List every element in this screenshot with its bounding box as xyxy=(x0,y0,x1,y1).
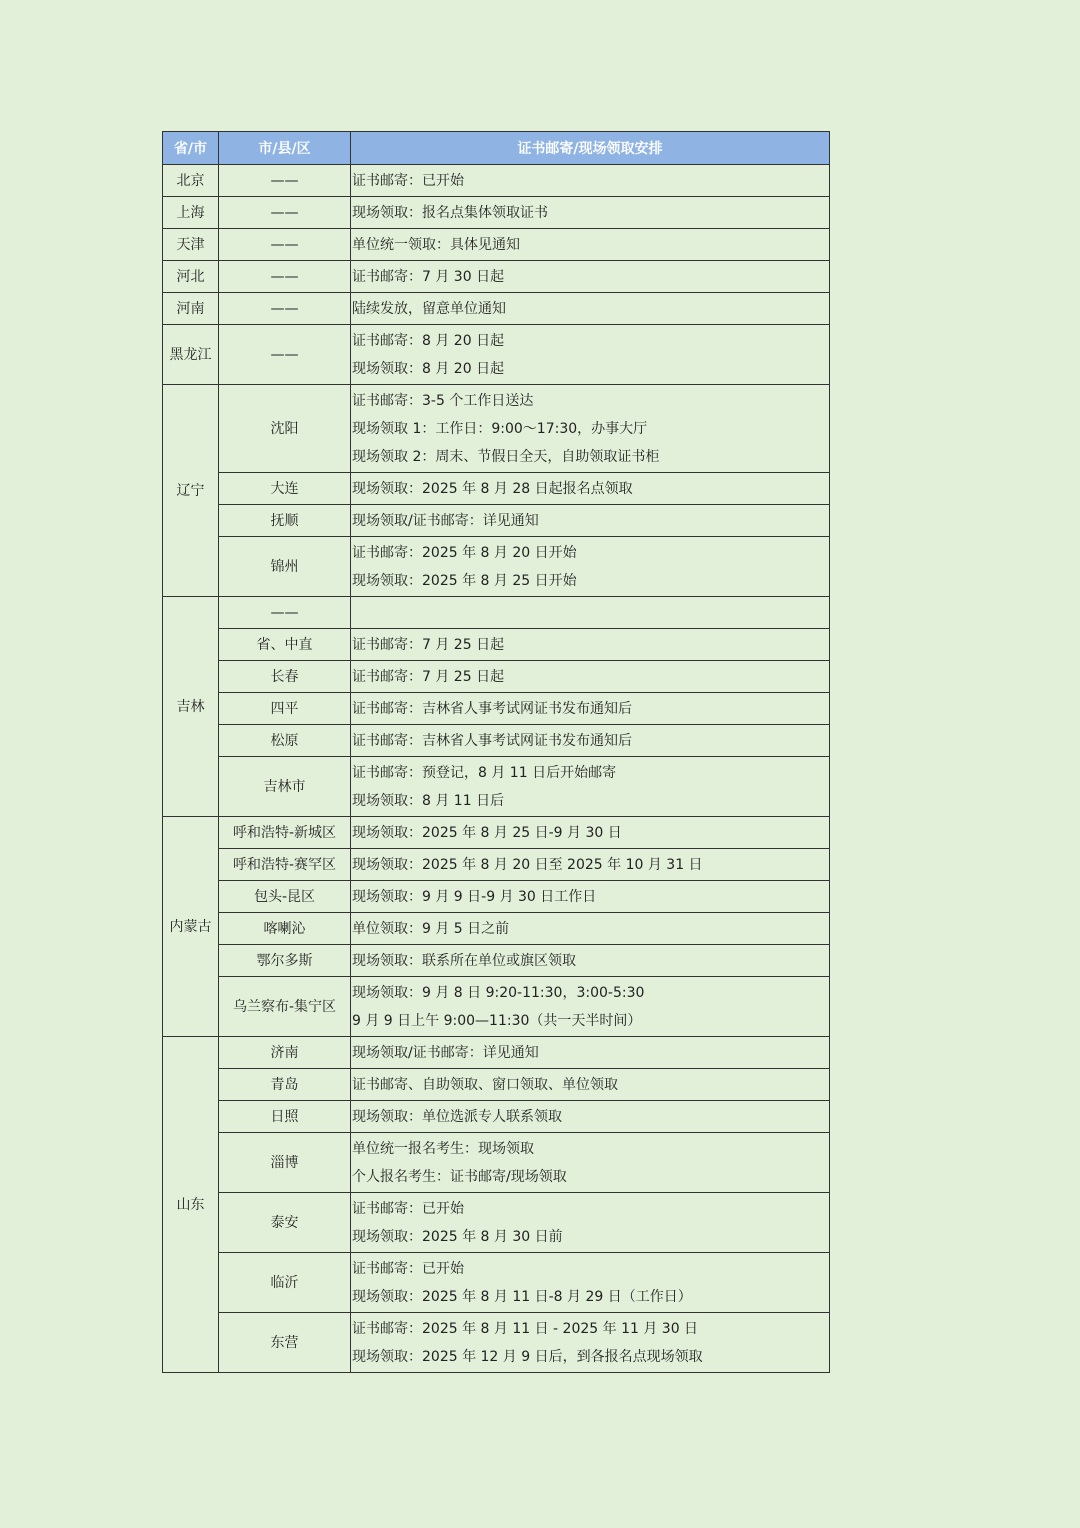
arrangement-cell xyxy=(351,293,830,325)
arrangement-line: 证书邮寄、自助领取、窗口领取、单位领取 xyxy=(352,1076,618,1093)
arrangement-cell xyxy=(351,537,830,597)
table-row xyxy=(163,261,830,293)
arrangement-line: 现场领取：9 月 9 日-9 月 30 日工作日 xyxy=(352,888,597,905)
city-cell: 日照 xyxy=(219,1101,351,1133)
arrangement-line: 证书邮寄：吉林省人事考试网证书发布通知后 xyxy=(352,700,632,717)
city-cell: 乌兰察布-集宁区 xyxy=(219,977,351,1037)
arrangement-line: 证书邮寄：2025 年 8 月 11 日 - 2025 年 11 月 30 日 xyxy=(352,1320,699,1337)
city-cell: 济南 xyxy=(219,1037,351,1069)
city-cell: 淄博 xyxy=(219,1133,351,1193)
header-arrangement: 证书邮寄/现场领取安排 xyxy=(351,132,830,165)
arrangement-line: 现场领取：2025 年 8 月 28 日起报名点领取 xyxy=(352,480,633,497)
table-row xyxy=(163,757,830,817)
arrangement-cell xyxy=(351,325,830,385)
table-row xyxy=(163,849,830,881)
table-row xyxy=(163,945,830,977)
arrangement-line: 现场领取：2025 年 8 月 30 日前 xyxy=(352,1228,563,1245)
city-cell: 泰安 xyxy=(219,1193,351,1253)
arrangement-line: 现场领取 1：工作日：9:00～17:30，办事大厅 xyxy=(352,420,648,437)
city-cell: —— xyxy=(219,261,351,293)
arrangement-cell xyxy=(351,505,830,537)
arrangement-line: 个人报名考生：证书邮寄/现场领取 xyxy=(352,1168,567,1185)
arrangement-cell xyxy=(351,229,830,261)
arrangement-cell xyxy=(351,1193,830,1253)
arrangement-line: 证书邮寄：7 月 30 日起 xyxy=(352,268,505,285)
arrangement-line: 现场领取：2025 年 8 月 20 日至 2025 年 10 月 31 日 xyxy=(352,856,703,873)
arrangement-line: 现场领取：2025 年 12 月 9 日后，到各报名点现场领取 xyxy=(352,1348,703,1365)
arrangement-line: 现场领取/证书邮寄：详见通知 xyxy=(352,512,539,529)
arrangement-cell xyxy=(351,197,830,229)
table-row xyxy=(163,881,830,913)
city-cell: 东营 xyxy=(219,1313,351,1373)
province-cell: 河北 xyxy=(163,261,219,293)
arrangement-line: 现场领取：报名点集体领取证书 xyxy=(352,204,548,221)
city-cell: 鄂尔多斯 xyxy=(219,945,351,977)
arrangement-line: 证书邮寄：8 月 20 日起 xyxy=(352,332,505,349)
city-cell: 锦州 xyxy=(219,537,351,597)
header-row xyxy=(163,132,830,165)
table-row xyxy=(163,977,830,1037)
arrangement-line: 现场领取：单位选派专人联系领取 xyxy=(352,1108,562,1125)
arrangement-cell xyxy=(351,1313,830,1373)
province-cell: 吉林 xyxy=(163,597,219,817)
arrangement-cell xyxy=(351,945,830,977)
table-row xyxy=(163,629,830,661)
arrangement-cell xyxy=(351,661,830,693)
certificate-schedule-table xyxy=(162,131,830,1373)
table-row xyxy=(163,661,830,693)
city-cell: —— xyxy=(219,325,351,385)
province-cell: 天津 xyxy=(163,229,219,261)
arrangement-cell xyxy=(351,1253,830,1313)
arrangement-line: 现场领取：2025 年 8 月 11 日-8 月 29 日（工作日） xyxy=(352,1288,692,1305)
arrangement-cell xyxy=(351,1101,830,1133)
table-row xyxy=(163,913,830,945)
table-row xyxy=(163,165,830,197)
table-row xyxy=(163,537,830,597)
arrangement-cell xyxy=(351,725,830,757)
city-cell: 青岛 xyxy=(219,1069,351,1101)
arrangement-cell xyxy=(351,817,830,849)
arrangement-cell xyxy=(351,385,830,473)
arrangement-line: 证书邮寄：已开始 xyxy=(352,172,464,189)
city-cell: 沈阳 xyxy=(219,385,351,473)
arrangement-line: 单位统一报名考生：现场领取 xyxy=(352,1140,534,1157)
city-cell: 松原 xyxy=(219,725,351,757)
city-cell: —— xyxy=(219,197,351,229)
arrangement-cell xyxy=(351,261,830,293)
arrangement-cell xyxy=(351,757,830,817)
table-row xyxy=(163,1037,830,1069)
arrangement-line: 陆续发放，留意单位通知 xyxy=(352,300,506,317)
table-row xyxy=(163,473,830,505)
arrangement-cell xyxy=(351,881,830,913)
city-cell: —— xyxy=(219,165,351,197)
arrangement-line: 证书邮寄：2025 年 8 月 20 日开始 xyxy=(352,544,577,561)
table-row xyxy=(163,1133,830,1193)
arrangement-cell xyxy=(351,693,830,725)
arrangement-cell xyxy=(351,977,830,1037)
city-cell: 呼和浩特-赛罕区 xyxy=(219,849,351,881)
city-cell: 喀喇沁 xyxy=(219,913,351,945)
city-cell: —— xyxy=(219,229,351,261)
city-cell: 省、中直 xyxy=(219,629,351,661)
table-body xyxy=(163,165,830,1373)
city-cell: 临沂 xyxy=(219,1253,351,1313)
arrangement-line: 现场领取/证书邮寄：详见通知 xyxy=(352,1044,539,1061)
table-row xyxy=(163,1313,830,1373)
city-cell: 呼和浩特-新城区 xyxy=(219,817,351,849)
table-row xyxy=(163,725,830,757)
city-cell: 长春 xyxy=(219,661,351,693)
table-row xyxy=(163,325,830,385)
province-cell: 黑龙江 xyxy=(163,325,219,385)
province-cell: 辽宁 xyxy=(163,385,219,597)
arrangement-line: 证书邮寄：已开始 xyxy=(352,1200,464,1217)
arrangement-line: 现场领取：9 月 8 日 9:20-11:30，3:00-5:30 xyxy=(352,984,645,1001)
arrangement-line: 单位领取：9 月 5 日之前 xyxy=(352,920,510,937)
city-cell: —— xyxy=(219,597,351,629)
arrangement-cell xyxy=(351,1069,830,1101)
city-cell: 四平 xyxy=(219,693,351,725)
arrangement-cell xyxy=(351,913,830,945)
arrangement-line: 9 月 9 日上午 9:00—11:30（共一天半时间） xyxy=(352,1012,642,1029)
table-row xyxy=(163,229,830,261)
arrangement-cell xyxy=(351,597,830,629)
arrangement-line: 证书邮寄：3-5 个工作日送达 xyxy=(352,392,534,409)
city-cell: —— xyxy=(219,293,351,325)
arrangement-cell xyxy=(351,165,830,197)
province-cell: 上海 xyxy=(163,197,219,229)
table-row xyxy=(163,385,830,473)
arrangement-line: 现场领取：联系所在单位或旗区领取 xyxy=(352,952,576,969)
header-province: 省/市 xyxy=(163,132,219,165)
arrangement-line: 现场领取：2025 年 8 月 25 日开始 xyxy=(352,572,577,589)
city-cell: 吉林市 xyxy=(219,757,351,817)
table-row xyxy=(163,597,830,629)
arrangement-line: 证书邮寄：7 月 25 日起 xyxy=(352,668,505,685)
header-city: 市/县/区 xyxy=(219,132,351,165)
arrangement-cell xyxy=(351,1037,830,1069)
city-cell: 大连 xyxy=(219,473,351,505)
province-cell: 河南 xyxy=(163,293,219,325)
table-row xyxy=(163,1253,830,1313)
arrangement-line: 证书邮寄：吉林省人事考试网证书发布通知后 xyxy=(352,732,632,749)
city-cell: 抚顺 xyxy=(219,505,351,537)
arrangement-line: 现场领取：2025 年 8 月 25 日-9 月 30 日 xyxy=(352,824,622,841)
table-row xyxy=(163,505,830,537)
arrangement-line: 现场领取：8 月 11 日后 xyxy=(352,792,505,809)
province-cell: 山东 xyxy=(163,1037,219,1373)
province-cell: 内蒙古 xyxy=(163,817,219,1037)
arrangement-line: 单位统一领取：具体见通知 xyxy=(352,236,520,253)
arrangement-cell xyxy=(351,473,830,505)
table-row xyxy=(163,1069,830,1101)
city-cell: 包头-昆区 xyxy=(219,881,351,913)
arrangement-line: 证书邮寄：预登记，8 月 11 日后开始邮寄 xyxy=(352,764,617,781)
table-row xyxy=(163,293,830,325)
arrangement-cell xyxy=(351,849,830,881)
table-row xyxy=(163,1193,830,1253)
arrangement-line: 现场领取 2：周末、节假日全天，自助领取证书柜 xyxy=(352,448,660,465)
arrangement-cell xyxy=(351,629,830,661)
arrangement-line: 现场领取：8 月 20 日起 xyxy=(352,360,505,377)
province-cell: 北京 xyxy=(163,165,219,197)
table-row xyxy=(163,693,830,725)
table-row xyxy=(163,1101,830,1133)
table-row xyxy=(163,817,830,849)
arrangement-line: 证书邮寄：已开始 xyxy=(352,1260,464,1277)
arrangement-cell xyxy=(351,1133,830,1193)
arrangement-line: 证书邮寄：7 月 25 日起 xyxy=(352,636,505,653)
table-row xyxy=(163,197,830,229)
